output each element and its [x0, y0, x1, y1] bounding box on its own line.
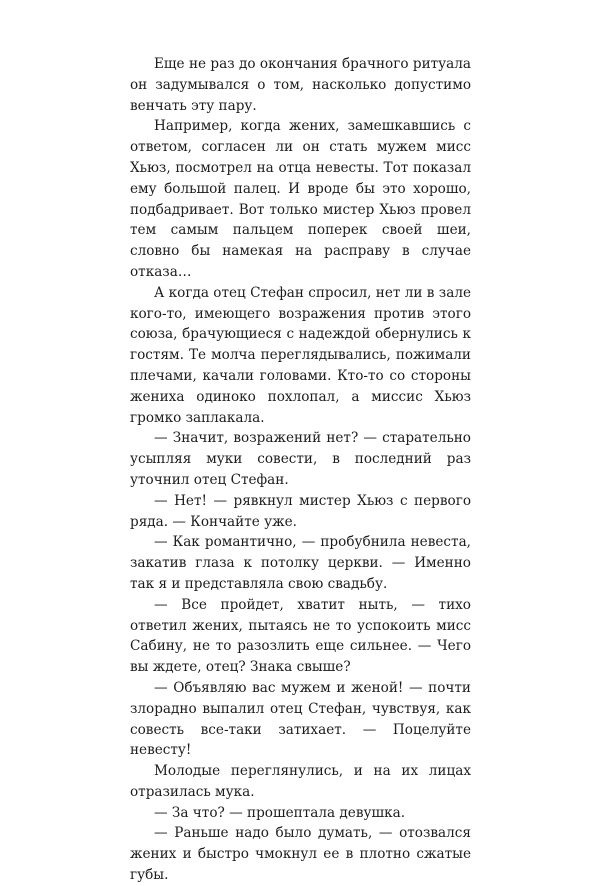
paragraph: Молодые переглянулись, и на их лицах отразилась мука. [130, 763, 471, 800]
dialogue-line: — Все пройдет, хватит ныть, — тихо ответил жених, пытаясь не то успокоить мисс Сабину, не то разозлить еще сильнее. — Чего вы ждете, отец? Знака свыше? [130, 596, 471, 676]
dialogue-line: — За что? — прошептала девушка. [154, 804, 406, 821]
paragraph: Например, когда жених, замешкавшись с ответом, согласен ли он стать мужем мисс Хьюз, посмотрел на отца невесты. Тот показал ему большой палец. И вроде бы это хорошо, подбадривает. Вот только мистер Хьюз провел тем самым пальцем поперек своей шеи, словно бы намекая на расправу в случае отказа… [130, 118, 471, 280]
dialogue-line: — Значит, возражений нет? — старательно усыпляя муки совести, в последний раз уточнил отец Стефан. [130, 430, 471, 488]
dialogue-line: — Как романтично, — пробубнила невеста, закатив глаза к потолку церкви. — Именно так я и представляла свою свадьбу. [130, 534, 471, 592]
dialogue-line: — Раньше надо было думать, — отозвался жених и быстро чмокнул ее в плотно сжатые губы. [130, 825, 471, 884]
book-page-text [130, 54, 471, 886]
paragraph: А когда отец Стефан спросил, нет ли в зале кого-то, имеющего возражения против этого союза, брачующиеся с надеждой обернулись к гостям. Те молча переглядывались, пожимали плечами, качали головами. Кто-то со стороны жениха одиноко похлопал, а миссис Хьюз громко заплакала. [130, 284, 471, 426]
paragraph: Еще не раз до окончания брачного ритуала он задумывался о том, насколько допустимо венчать эту пару. [130, 56, 471, 114]
dialogue-line: — Нет! — рявкнул мистер Хьюз с первого ряда. — Кончайте уже. [130, 492, 471, 530]
dialogue-line: — Объявляю вас мужем и женой! — почти злорадно выпалил отец Стефан, чувствуя, как совесть все-таки затихает. — Поцелуйте невесту! [130, 679, 471, 759]
